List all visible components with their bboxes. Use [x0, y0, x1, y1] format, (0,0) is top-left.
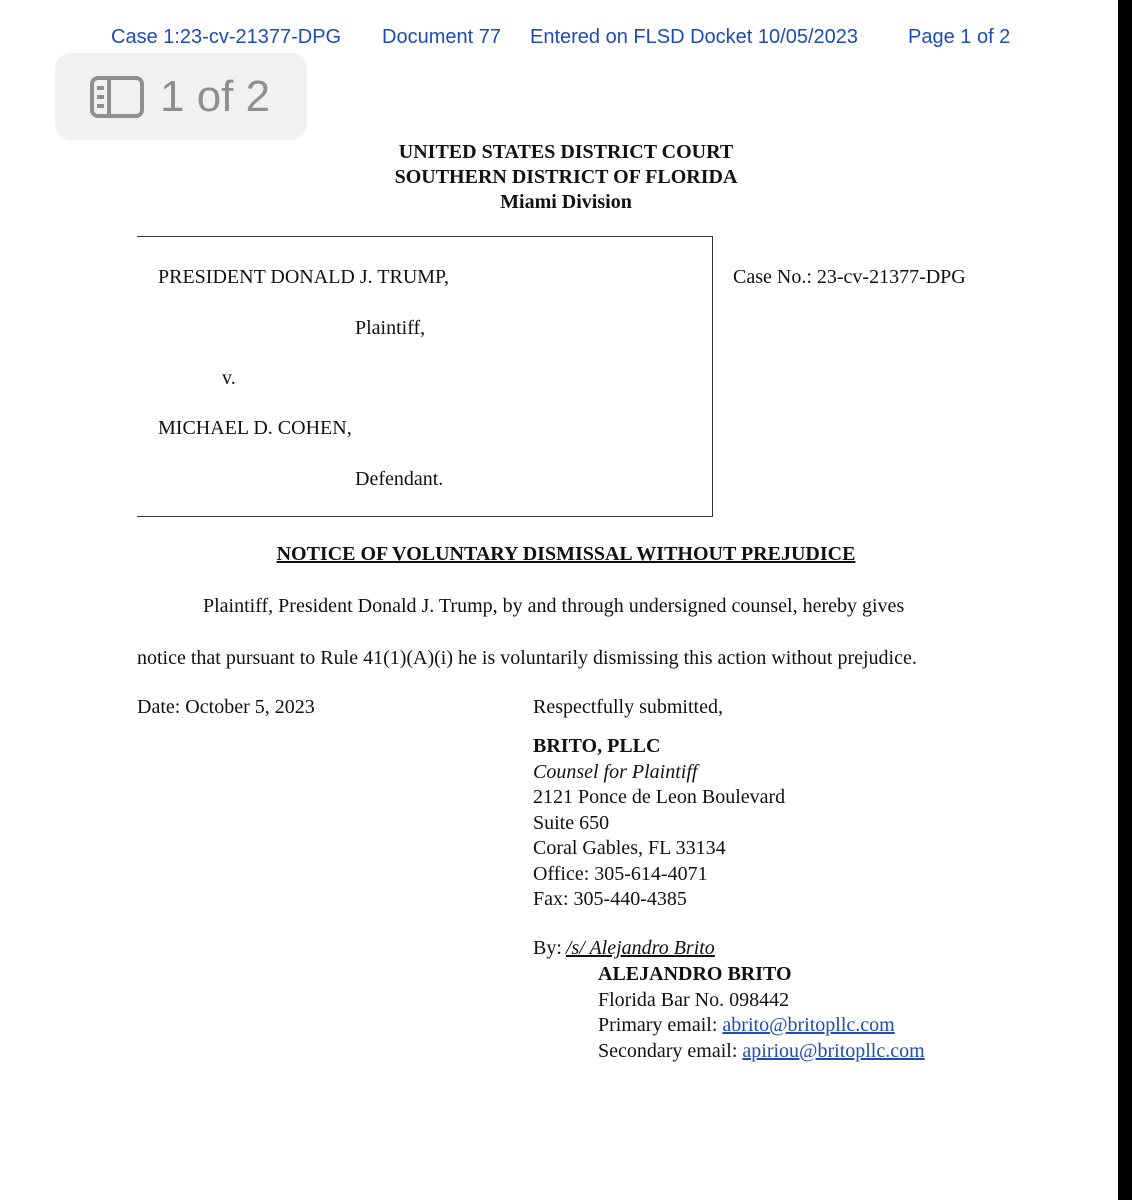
- primary-email-link[interactable]: abrito@britopllc.com: [722, 1014, 895, 1036]
- fax-number: Fax: 305-440-4385: [533, 888, 687, 910]
- filing-date: Date: October 5, 2023: [137, 696, 315, 718]
- primary-email-label: Primary email:: [598, 1014, 723, 1036]
- primary-email-row: [598, 1013, 925, 1039]
- counsel-for: Counsel for Plaintiff: [533, 760, 698, 783]
- by-label: By:: [533, 937, 562, 959]
- office-phone: Office: 305-614-4071: [533, 862, 708, 885]
- notice-body-line2: notice that pursuant to Rule 41(1)(A)(i) he is voluntarily dismissing this action without prejudice.: [137, 647, 917, 669]
- signature-block: [533, 734, 785, 913]
- electronic-signature: /s/ Alejandro Brito: [565, 937, 715, 959]
- plaintiff-role: Plaintiff,: [355, 317, 426, 339]
- secondary-email-link[interactable]: apiriou@britopllc.com: [742, 1039, 925, 1062]
- defendant-name: MICHAEL D. COHEN,: [158, 417, 352, 439]
- header-page: Page 1 of 2: [908, 26, 1011, 48]
- plaintiff-name: PRESIDENT DONALD J. TRUMP,: [158, 266, 449, 288]
- court-division: Miami Division: [500, 191, 632, 213]
- attorney-name: ALEJANDRO BRITO: [598, 963, 792, 985]
- attorney-block: [598, 962, 925, 1064]
- sidebar-thumbnails-icon[interactable]: [90, 76, 144, 118]
- bar-number: Florida Bar No. 098442: [598, 988, 790, 1011]
- case-number: Case No.: 23-cv-21377-DPG: [733, 266, 966, 288]
- page-indicator-label: 1 of 2: [160, 71, 271, 121]
- header-entered: Entered on FLSD Docket 10/05/2023: [530, 26, 858, 48]
- court-heading: [0, 140, 1132, 215]
- address-city: Coral Gables, FL 33134: [533, 837, 726, 859]
- versus: v.: [222, 367, 236, 389]
- court-district: SOUTHERN DISTRICT OF FLORIDA: [394, 166, 738, 188]
- address-line1: 2121 Ponce de Leon Boulevard: [533, 786, 786, 808]
- by-signature-line: [533, 937, 779, 960]
- header-case: Case 1:23-cv-21377-DPG: [111, 26, 342, 48]
- defendant-role: Defendant.: [355, 468, 444, 490]
- header-document: Document 77: [382, 26, 501, 48]
- secondary-email-label: Secondary email:: [598, 1039, 743, 1062]
- notice-title: NOTICE OF VOLUNTARY DISMISSAL WITHOUT PREJUDICE: [276, 543, 856, 565]
- notice-body-line1: Plaintiff, President Donald J. Trump, by and through undersigned counsel, hereby gives: [203, 595, 905, 617]
- court-name: UNITED STATES DISTRICT COURT: [398, 141, 734, 163]
- address-line2: Suite 650: [533, 811, 610, 834]
- page-indicator[interactable]: [55, 53, 307, 140]
- firm-name: BRITO, PLLC: [533, 735, 661, 757]
- secondary-email-row: [598, 1039, 925, 1065]
- respectfully-submitted: Respectfully submitted,: [533, 696, 723, 718]
